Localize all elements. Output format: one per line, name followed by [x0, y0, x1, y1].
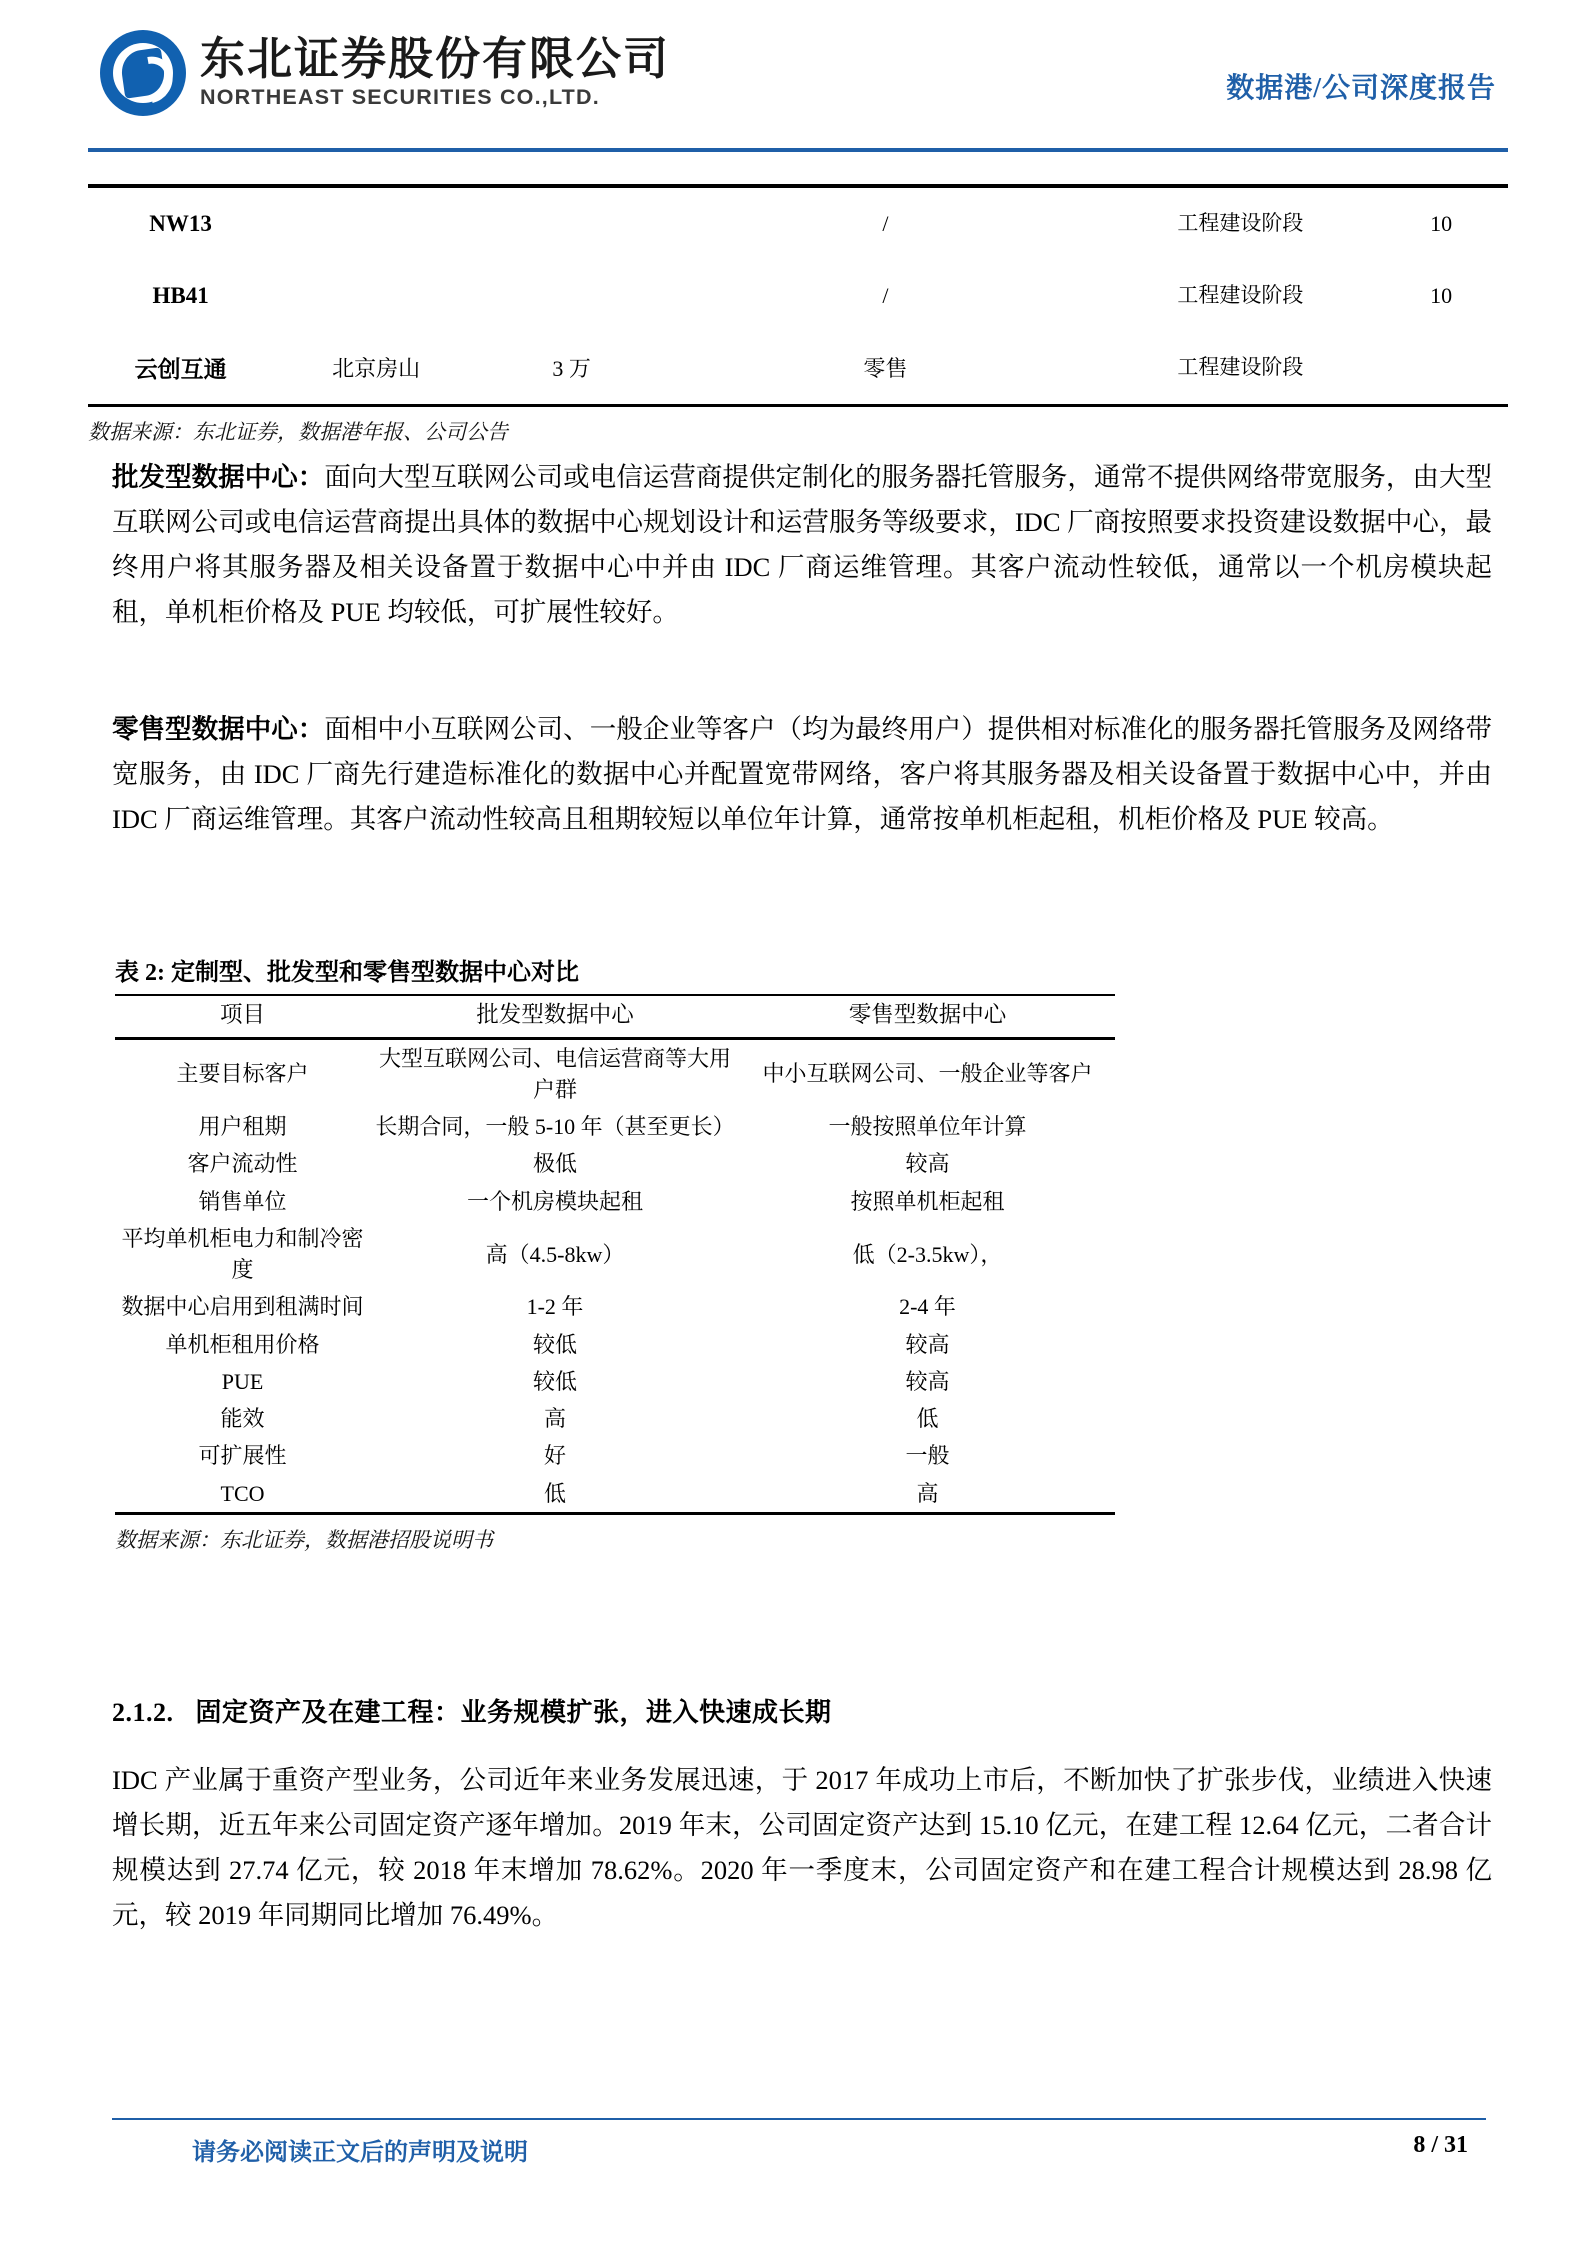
- cell-wholesale: 大型互联网公司、电信运营商等大用户群: [378, 1045, 731, 1102]
- logo-company-name-en: NORTHEAST SECURITIES CO.,LTD.: [200, 85, 600, 110]
- cell-scale: 3 万: [552, 356, 591, 381]
- cell-wholesale: 一个机房模块起租: [466, 1188, 643, 1214]
- table1-source-note: 数据来源：东北证券，数据港年报、公司公告: [88, 420, 508, 444]
- cell-retail: 中小互联网公司、一般企业等客户: [762, 1061, 1093, 1087]
- cell-item: 单机柜租用价格: [165, 1331, 320, 1357]
- cell-number: 10: [1430, 282, 1453, 308]
- cell-wholesale: 长期合同，一般 5-10 年（甚至更长）: [375, 1114, 735, 1140]
- cell-item: 能效: [220, 1406, 265, 1432]
- cell-type: 零售: [863, 356, 908, 381]
- cell-project-name: 云创互通: [134, 357, 227, 382]
- table2-header-row: [115, 996, 1115, 1037]
- cell-item: TCO: [220, 1480, 265, 1506]
- cell-type: /: [882, 210, 889, 236]
- table-row: [88, 332, 1508, 404]
- cell-project-name: NW13: [149, 210, 212, 236]
- table-row: [115, 1040, 1115, 1108]
- table2-grid: [115, 996, 1115, 1037]
- cell-retail: 一般按照单位年计算: [828, 1114, 1027, 1140]
- cell-retail: 较高: [905, 1331, 950, 1357]
- cell-item: 客户流动性: [187, 1151, 298, 1177]
- table-row: [115, 1288, 1115, 1325]
- paragraph-wholesale-datacenter: [112, 455, 1492, 635]
- cell-item: 数据中心启用到租满时间: [121, 1294, 364, 1320]
- paragraph-fixed-assets: IDC 产业属于重资产型业务，公司近年来业务发展迅速，于 2017 年成功上市后，不断加快了扩张步伐，业绩进入快速增长期，近五年来公司固定资产逐年增加。2019 年末，公司固定资产达到 15.10 亿元，在建工程 12.64 亿元，二者合计规模达到 27.74 亿元，较 2018 年末增加 78.62%。2020 年一季度末，公司固定资产和在建工程合计规模达到 28.98 亿元，较 2019 年同期同比增加 76.49%。: [112, 1765, 1492, 1930]
- cell-retail: 2-4 年: [899, 1294, 956, 1320]
- cell-project-name: HB41: [152, 282, 209, 308]
- section-title: 固定资产及在建工程：业务规模扩张，进入快速成长期: [195, 1698, 832, 1727]
- table-row: [115, 1475, 1115, 1512]
- table-row: [88, 260, 1508, 332]
- logo-swirl-shape: [118, 48, 182, 113]
- cell-item: 用户租期: [198, 1114, 287, 1140]
- paragraph-wholesale-lead: 批发型数据中心：: [112, 462, 325, 492]
- table-row: [115, 1108, 1115, 1145]
- cell-item: 主要目标客户: [176, 1061, 309, 1087]
- cell-type: /: [882, 282, 889, 308]
- cell-retail: 较高: [905, 1368, 950, 1394]
- cell-number: [1374, 332, 1508, 404]
- table-row: [115, 1400, 1115, 1437]
- cell-retail: 按照单机柜起租: [850, 1188, 1005, 1214]
- cell-retail: 一般: [905, 1443, 950, 1469]
- table-row: [115, 1326, 1115, 1363]
- table2-source-note: 数据来源：东北证券，数据港招股说明书: [115, 1527, 493, 1552]
- cell-location: [273, 260, 479, 332]
- logo-company-name-cn: 东北证券股份有限公司: [200, 32, 671, 84]
- logo-text-block: [200, 32, 671, 111]
- cell-wholesale: 好: [543, 1443, 566, 1469]
- header-divider: [88, 148, 1508, 152]
- cell-wholesale: 极低: [532, 1151, 577, 1177]
- cell-retail: 低（2-3.5kw），: [852, 1241, 1003, 1267]
- cell-wholesale: 较低: [532, 1331, 577, 1357]
- company-logo: [100, 30, 670, 116]
- table-row: [88, 188, 1508, 260]
- cell-retail: 较高: [905, 1151, 950, 1177]
- cell-location: 北京房山: [332, 356, 421, 381]
- page-number: 8 / 31: [1413, 2132, 1468, 2158]
- cell-wholesale: 较低: [532, 1368, 577, 1394]
- cell-stage: 工程建设阶段: [1177, 211, 1304, 236]
- cell-wholesale: 高: [543, 1406, 566, 1432]
- table2-col-header-retail: 零售型数据中心: [848, 1002, 1007, 1028]
- table-row: [115, 1183, 1115, 1220]
- cell-item: 平均单机柜电力和制冷密度: [121, 1225, 364, 1283]
- cell-scale: [479, 260, 664, 332]
- cell-wholesale: 高（4.5-8kw）: [485, 1241, 625, 1267]
- table-row: [115, 1220, 1115, 1288]
- paragraph-retail-lead: 零售型数据中心：: [112, 714, 325, 744]
- datacenter-projects-table: [88, 184, 1508, 446]
- section-number: 2.1.2.: [112, 1698, 174, 1727]
- cell-scale: [479, 188, 664, 260]
- cell-location: [273, 188, 479, 260]
- cell-stage: 工程建设阶段: [1177, 283, 1304, 308]
- cell-wholesale: 1-2 年: [526, 1294, 584, 1320]
- cell-retail: 高: [916, 1480, 939, 1506]
- table2-col-header-item: 项目: [219, 1002, 265, 1028]
- cell-stage: 工程建设阶段: [1177, 355, 1304, 380]
- table-row: [115, 1363, 1115, 1400]
- table2-col-header-wholesale: 批发型数据中心: [476, 1002, 634, 1028]
- section-heading: [112, 1692, 832, 1729]
- table2-body: [115, 1040, 1115, 1512]
- datacenter-comparison-table: [115, 952, 1115, 1554]
- page-header: [0, 0, 1586, 160]
- cell-number: 10: [1430, 210, 1453, 236]
- cell-item: 可扩展性: [198, 1443, 287, 1469]
- report-type-label: 数据港/公司深度报告: [1226, 73, 1496, 104]
- cell-item: 销售单位: [198, 1188, 287, 1214]
- paragraph-retail-text: 面相中小互联网公司、一般企业等客户（均为最终用户）提供相对标准化的服务器托管服务及网络带宽服务，由 IDC 厂商先行建造标准化的数据中心并配置宽带网络，客户将其服务器及相关设备置于数据中心中，并由 IDC 厂商运维管理。其客户流动性较高且租期较短以单位年计算，通常按单机柜起租，机柜价格及 PUE 较高。: [112, 714, 1493, 834]
- table2-caption: 表 2: 定制型、批发型和零售型数据中心对比: [115, 960, 579, 986]
- cell-retail: 低: [916, 1406, 939, 1432]
- northeast-securities-logo-icon: [100, 30, 186, 116]
- footer-disclaimer: 请务必阅读正文后的声明及说明: [192, 2140, 528, 2166]
- paragraph-retail-datacenter: [112, 707, 1492, 842]
- cell-item: PUE: [221, 1368, 264, 1394]
- paragraph-wholesale-text: 面向大型互联网公司或电信运营商提供定制化的服务器托管服务，通常不提供网络带宽服务，由大型互联网公司或电信运营商提出具体的数据中心规划设计和运营服务等级要求，IDC 厂商按照要求投资建设数据中心，最终用户将其服务器及相关设备置于数据中心中并由 IDC 厂商运维管理。其客户流动性较低，通常以一个机房模块起租，单机柜价格及 PUE 均较低，可扩展性较好。: [112, 462, 1493, 627]
- cell-wholesale: 低: [543, 1480, 566, 1506]
- footer-divider: [112, 2118, 1486, 2120]
- table-row: [115, 1437, 1115, 1474]
- table1-body: [88, 188, 1508, 404]
- table-row: [115, 1145, 1115, 1182]
